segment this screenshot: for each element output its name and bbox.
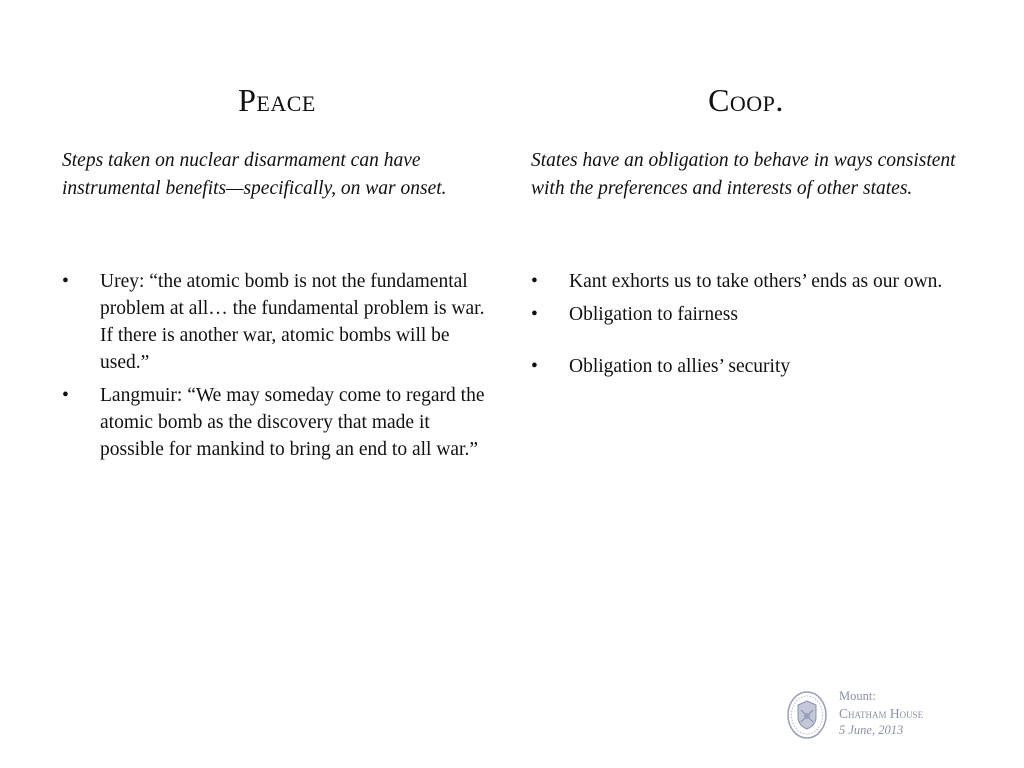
bullet-text: Obligation to fairness [569,304,738,325]
footer [786,688,986,744]
list-item [531,301,961,328]
right-heading: Coop. [708,82,784,118]
bullet-marker: • [62,385,69,406]
left-bullet-list [62,268,492,469]
left-heading: Peace [238,82,316,118]
list-item [531,268,961,295]
bullet-marker: • [531,271,538,292]
footer-author: Mount: [839,689,876,703]
bullet-marker: • [62,271,69,292]
right-bullet-list [531,268,961,386]
list-item [531,353,961,380]
right-intro: States have an obligation to behave in ways consistent with the preferences and interests of other states. [531,150,956,199]
bullet-text: Obligation to allies’ security [569,356,791,377]
bullet-marker: • [531,304,538,325]
bullet-text: Langmuir: “We may someday come to regard the atomic bomb as the discovery that made it possible for mankind to bring an end to all war.” [100,385,485,460]
bullet-marker: • [531,356,538,377]
footer-text [839,688,923,739]
footer-venue: Chatham House [839,706,924,721]
bullet-text: Urey: “the atomic bomb is not the fundamental problem at all… the fundamental problem is war. If there is another war, atomic bombs will be used.” [100,271,485,373]
left-intro: Steps taken on nuclear disarmament can have instrumental benefits—specifically, on war onset. [62,150,447,199]
bullet-text: Kant exhorts us to take others’ ends as our own. [569,271,943,292]
list-item [62,268,492,376]
list-item [62,382,492,463]
footer-date: 5 June, 2013 [839,723,904,737]
university-seal-icon [786,690,828,740]
